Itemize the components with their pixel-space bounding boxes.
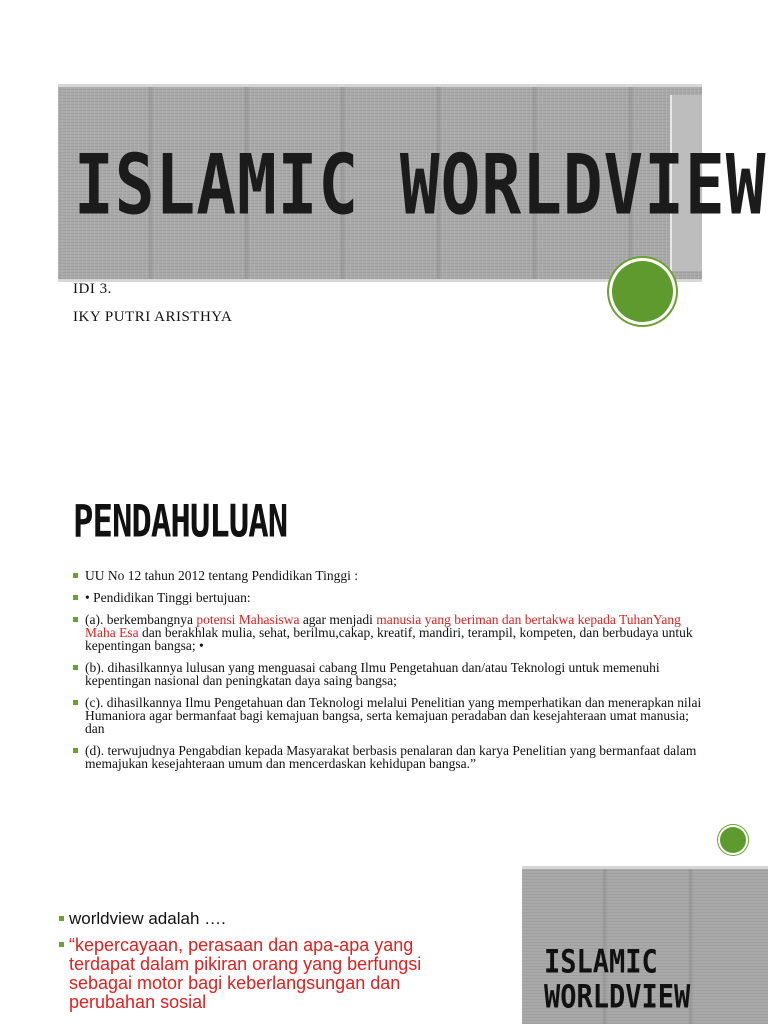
title-slide xyxy=(0,0,768,460)
definition-list xyxy=(59,910,479,1020)
worldview-slide xyxy=(0,860,768,1024)
bullet-list xyxy=(73,569,708,779)
list-item xyxy=(73,661,708,687)
side-title xyxy=(544,945,690,1015)
side-title-line-2: WORLDVIEW xyxy=(544,978,691,1016)
bullet-text: • Pendidikan Tinggi bertujuan: xyxy=(85,590,251,605)
presentation-title: ISLAMIC WORLDVIEW xyxy=(74,137,767,234)
section-title: PENDAHULUAN xyxy=(73,496,288,548)
green-circle-decoration xyxy=(612,261,673,322)
bullet-text: dan berakhlak mulia, sehat, berilmu,cakap, kreatif, mandiri, terampil, kompeten, dan berbudaya untuk kepentingan bangsa; • xyxy=(85,625,693,653)
title-banner xyxy=(58,84,767,282)
bullet-text: UU No 12 tahun 2012 tentang Pendidikan Tinggi : xyxy=(85,568,358,583)
introduction-slide xyxy=(0,460,768,860)
list-item xyxy=(73,613,708,652)
list-item xyxy=(73,744,708,770)
green-circle-small xyxy=(720,827,746,853)
highlighted-text: potensi Mahasiswa xyxy=(196,612,300,627)
bullet-text: agar menjadi xyxy=(299,612,377,627)
definition-quote: “kepercayaan, perasaan dan apa-apa yang terdapat dalam pikiran orang yang berfungsi sebagai motor bagi keberlangsungan dan perubahan sosial xyxy=(59,936,479,1012)
list-item xyxy=(73,591,708,604)
bullet-text: (c). dihasilkannya Ilmu Pengetahuan dan Teknologi melalui Penelitian yang memperhatikan dan menerapkan nilai Humaniora agar bermanfaat bagi kemajuan bangsa, serta kemajuan peradaban dan kesejahteraan umat manusia; dan xyxy=(85,695,702,736)
side-title-line-1: ISLAMIC xyxy=(544,943,658,981)
subtitle-class: IDI 3. xyxy=(73,281,112,297)
bullet-text: (a). berkembangnya xyxy=(85,612,197,627)
side-title-banner xyxy=(522,866,768,1024)
list-item xyxy=(73,569,708,582)
subtitle-author: IKY PUTRI ARISTHYA xyxy=(73,309,233,325)
bullet-text: (d). terwujudnya Pengabdian kepada Masyarakat berbasis penalaran dan karya Penelitian yang bermanfaat dalam memajukan kesejahteraan umum dan mencerdaskan kehidupan bangsa.” xyxy=(85,743,697,771)
list-item xyxy=(73,696,708,735)
highlighted-text: manusia yang beriman dan bertakwa kepada TuhanYang Maha Esa xyxy=(85,612,681,640)
bullet-text: (b). dihasilkannya lulusan yang menguasai cabang Ilmu Pengetahuan dan/atau Teknologi untuk memenuhi kepentingan nasional dan peningkatan daya saing bangsa; xyxy=(85,660,660,688)
list-item: worldview adalah …. xyxy=(59,910,479,928)
